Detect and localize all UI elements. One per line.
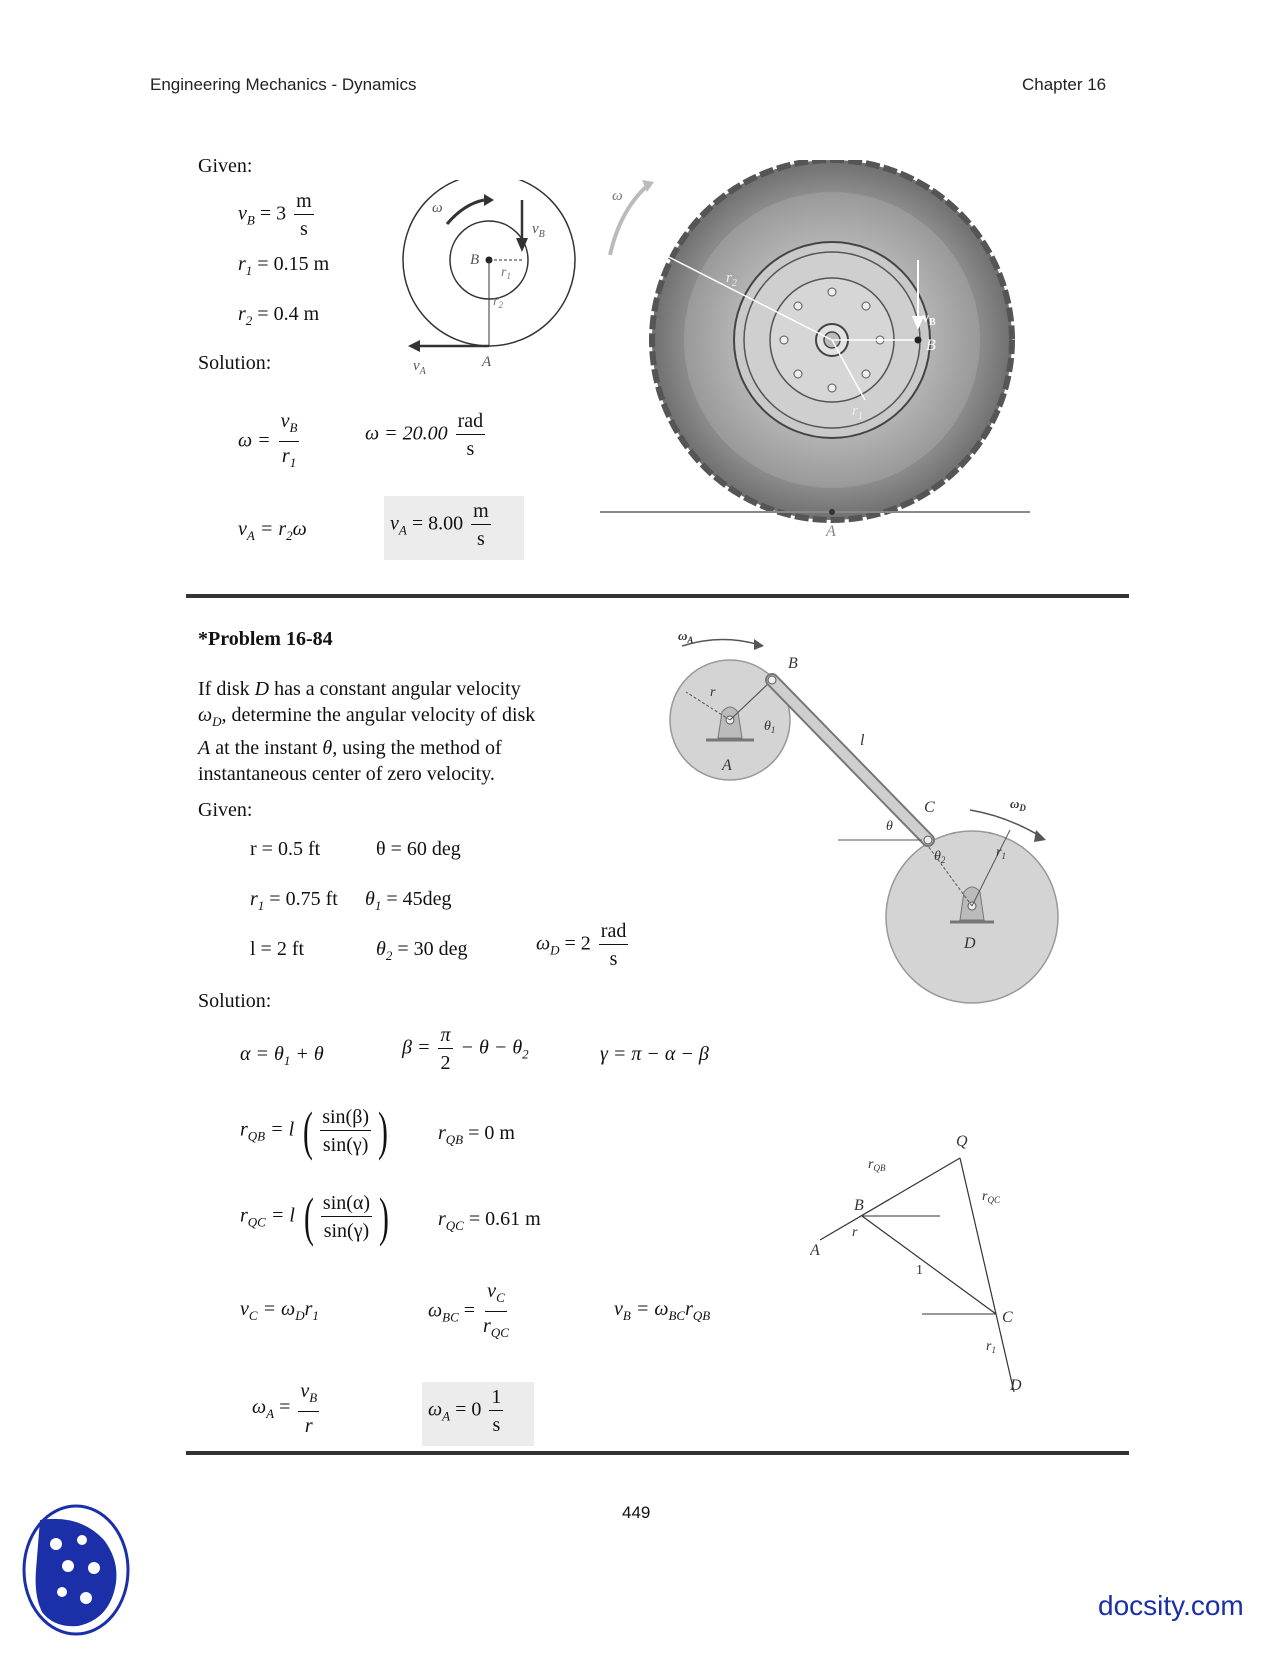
given-vB: $v_B = 3$ $\frac{m}{s}$ xyxy=(238,190,312,240)
docsity-brand-link[interactable]: docsity.com xyxy=(1098,1590,1244,1621)
omegaBC-equation: $\omega_{BC}$ = $\frac{v_C}{r_{QC}}$ xyxy=(428,1280,509,1340)
rQC-equation: $r_{QC} = l$ ( $\frac{\sin(\alpha)}{\sin(\gamma)}$ ) xyxy=(240,1187,389,1247)
rQC-result: $r_{QC} = 0.61$ m xyxy=(438,1208,541,1233)
svg-text:r1: $r_1$ xyxy=(986,1339,996,1355)
svg-text:1: 1 xyxy=(916,1263,923,1278)
svg-text:rQB: $r_{QB}$ xyxy=(868,1157,886,1173)
svg-text:vB: $v_B$ xyxy=(922,311,936,328)
svg-text:ωA: $\omega_A$ xyxy=(678,630,694,645)
svg-text:vA: $v_A$ xyxy=(413,358,426,377)
svg-text:r2: $r_2$ xyxy=(726,270,737,289)
running-header-title: Engineering Mechanics - Dynamics xyxy=(150,75,417,94)
omegaA-result: $\omega_A = 0$ $\frac{1}{s}$ xyxy=(422,1382,534,1446)
svg-text:A: A xyxy=(810,1242,820,1259)
rQB-equation: $r_{QB} = l$ ( $\frac{\sin(\beta)}{\sin(\gamma)}$ ) xyxy=(240,1101,388,1161)
given-omegaD: $\omega_D = 2$ $\frac{\text{rad}}{s}$ xyxy=(536,920,627,970)
solution-label: Solution: xyxy=(198,352,272,374)
svg-text:vB: $v_B$ xyxy=(532,221,545,240)
given-l: l = 2 ft xyxy=(250,938,305,960)
tire-diagram xyxy=(600,160,1030,560)
svg-text:l: l xyxy=(860,732,865,749)
vA-result: $v_A = 8.00$ $\frac{m}{s}$ xyxy=(384,496,524,560)
given-label-2: Given: xyxy=(198,799,253,821)
solution-label-2: Solution: xyxy=(198,990,272,1012)
svg-text:r: r xyxy=(852,1225,858,1240)
svg-text:A: A xyxy=(722,757,732,774)
section-divider xyxy=(186,594,1129,598)
svg-text:B: B xyxy=(926,337,936,354)
svg-text:r1: $r_1$ xyxy=(996,845,1006,861)
given-theta1: $\theta_1 = 45deg$ xyxy=(365,888,452,913)
svg-text:B: B xyxy=(788,655,798,672)
svg-text:r1: $r_1$ xyxy=(501,265,511,281)
given-r2: $r_2 = 0.4$ m xyxy=(238,303,320,328)
page-number: 449 xyxy=(622,1503,651,1522)
svg-text:r1: $r_1$ xyxy=(852,403,863,422)
svg-text:D: D xyxy=(964,935,976,952)
svg-text:B: B xyxy=(470,252,480,268)
svg-text:r: r xyxy=(710,685,716,700)
given-theta: θ = 60 deg xyxy=(376,838,461,860)
svg-text:ω: ω xyxy=(612,188,623,204)
svg-text:C: C xyxy=(924,799,935,816)
svg-text:A: A xyxy=(826,523,836,540)
given-theta2: $\theta_2 = 30$ deg xyxy=(376,938,468,963)
omega-value: ω = 20.00 $\frac{\text{rad}}{s}$ xyxy=(365,410,484,460)
svg-text:θ: θ xyxy=(886,819,893,834)
rQB-result: $r_{QB} = 0$ m xyxy=(438,1122,515,1147)
problem-statement: If disk D has a constant angular velocity $\omega_D$, determine the angular velocity of disk A at the instant θ, using the method of instantaneous center of zero velocity. xyxy=(198,678,536,785)
given-label: Given: xyxy=(198,155,253,177)
problem-title: *Problem 16-84 xyxy=(198,628,333,650)
svg-text:rQC: $r_{QC}$ xyxy=(982,1189,1000,1205)
vA-equation: $v_A = r_2\omega$ xyxy=(238,518,307,543)
svg-text:θ2: $\theta_2$ xyxy=(934,849,946,865)
small-omega-label: ω xyxy=(432,200,443,216)
svg-text:ωD: $\omega_D$ xyxy=(1010,796,1026,813)
svg-text:r2: $r_2$ xyxy=(493,294,503,310)
omega-equation: ω = $\frac{v_B}{r_1}$ xyxy=(238,410,298,470)
mechanism-diagram xyxy=(660,630,1080,1010)
vC-equation: $v_C = \omega_Dr_1$ xyxy=(240,1298,319,1323)
given-r1-2: $r_1 = 0.75$ ft xyxy=(250,888,338,913)
given-r1: $r_1 = 0.15$ m xyxy=(238,253,330,278)
beta-equation: β = $\frac{\pi}{2}$ − $\theta - \theta_2$ xyxy=(402,1024,529,1074)
triangle-diagram xyxy=(810,1110,1040,1400)
alpha-equation: $\alpha = \theta_1 + \theta$ xyxy=(240,1043,324,1068)
given-r: r = 0.5 ft xyxy=(250,838,321,860)
svg-text:Q: Q xyxy=(956,1133,968,1150)
omegaA-equation: $\omega_A$ = $\frac{v_B}{r}$ xyxy=(252,1380,318,1437)
svg-text:D: D xyxy=(1010,1377,1022,1394)
svg-text:B: B xyxy=(854,1197,864,1214)
small-wheel-diagram xyxy=(400,180,590,380)
svg-text:A: A xyxy=(482,354,492,370)
running-header-chapter: Chapter 16 xyxy=(1022,75,1107,94)
docsity-logo-icon xyxy=(20,1500,132,1638)
svg-text:C: C xyxy=(1002,1309,1013,1326)
vB-equation: $v_B = \omega_{BC}r_{QB}$ xyxy=(614,1298,711,1323)
gamma-equation: γ = π − α − β xyxy=(600,1043,709,1065)
svg-text:θ1: $\theta_1$ xyxy=(764,719,776,735)
section-divider-bottom xyxy=(186,1451,1129,1455)
